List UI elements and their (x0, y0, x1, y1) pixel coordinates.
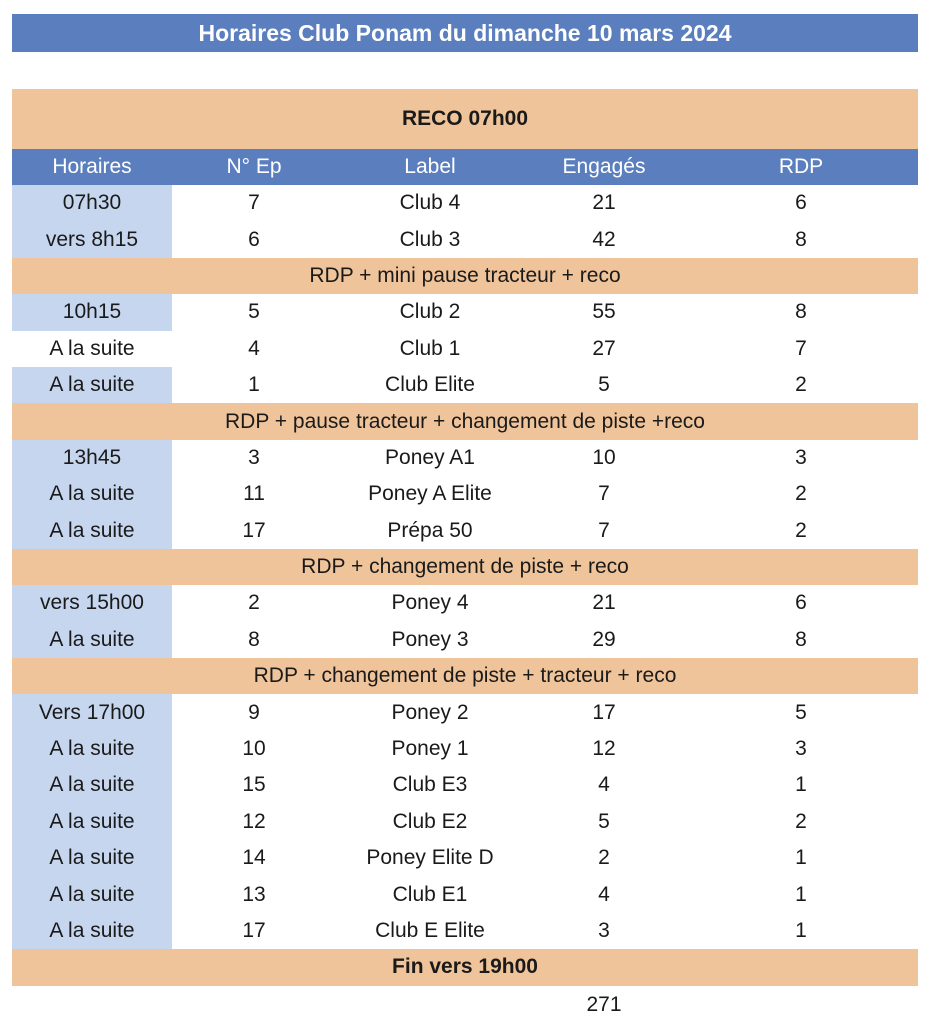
table-row (12, 767, 918, 803)
label-cell: Poney 2 (391, 700, 469, 724)
ep-cell: 17 (242, 518, 266, 542)
label-cell: Club 4 (399, 191, 461, 215)
break-row: RDP + changement de piste + reco (12, 549, 918, 585)
engages-cell: 21 (592, 191, 616, 215)
ep-cell: 9 (248, 700, 260, 724)
ep-cell: 1 (248, 373, 260, 397)
label-cell: Poney A1 (385, 445, 475, 469)
time-cell: A la suite (12, 767, 172, 803)
engages-cell: 3 (598, 919, 610, 942)
rdp-cell: 1 (795, 919, 807, 942)
label-cell: Poney 1 (391, 737, 469, 761)
label-cell: Club 3 (399, 227, 461, 251)
rdp-cell: 1 (795, 773, 807, 797)
table-row (12, 694, 918, 730)
engages-cell: 27 (592, 336, 616, 360)
header-ep: N° Ep (226, 155, 282, 178)
engages-cell: 29 (592, 627, 616, 651)
rdp-cell: 1 (795, 846, 807, 870)
rdp-cell: 6 (795, 591, 807, 615)
time-cell: A la suite (12, 513, 172, 549)
rdp-cell: 8 (795, 627, 807, 651)
label-cell: Club Elite (385, 373, 475, 397)
ep-cell: 14 (242, 846, 266, 870)
engages-cell: 55 (592, 300, 616, 324)
header-horaires: Horaires (52, 155, 132, 178)
break-row: RDP + pause tracteur + changement de piste +reco (12, 403, 918, 439)
ep-cell: 7 (248, 191, 260, 215)
label-cell: Poney Elite D (366, 846, 494, 870)
end-row: Fin vers 19h00 (12, 949, 918, 985)
ep-cell: 10 (242, 737, 266, 761)
table-row (12, 585, 918, 621)
engages-cell: 7 (598, 482, 610, 506)
header-engages: Engagés (562, 155, 646, 178)
time-cell: vers 15h00 (12, 585, 172, 621)
label-cell: Club E2 (392, 809, 468, 833)
engages-cell: 4 (598, 773, 610, 797)
table-row (12, 513, 918, 549)
rdp-cell: 1 (795, 882, 807, 906)
time-cell: vers 8h15 (12, 221, 172, 257)
engages-cell: 12 (592, 737, 616, 761)
time-cell: A la suite (12, 876, 172, 912)
time-cell: A la suite (12, 476, 172, 512)
table-row (12, 476, 918, 512)
table-row (12, 185, 918, 221)
time-cell: A la suite (49, 336, 135, 360)
table-header (12, 149, 918, 185)
label-cell: Poney 3 (391, 627, 469, 651)
rdp-cell: 2 (795, 809, 807, 833)
table-row (12, 294, 918, 330)
table-row (12, 731, 918, 767)
label-cell: Club E Elite (375, 919, 485, 942)
rdp-cell: 8 (795, 227, 807, 251)
time-cell: 10h15 (12, 294, 172, 330)
table-row (12, 622, 918, 658)
table-body (12, 185, 918, 949)
ep-cell: 5 (248, 300, 260, 324)
engages-cell: 2 (598, 846, 610, 870)
break-row: RDP + mini pause tracteur + reco (12, 258, 918, 294)
label-cell: Club E1 (392, 882, 468, 906)
table-row (12, 331, 918, 367)
engages-cell: 5 (598, 373, 610, 397)
reco-row: RECO 07h00 (12, 89, 918, 149)
rdp-cell: 5 (795, 700, 807, 724)
time-cell: 13h45 (12, 440, 172, 476)
engages-cell: 4 (598, 882, 610, 906)
table-row (12, 840, 918, 876)
ep-cell: 6 (248, 227, 260, 251)
rdp-cell: 2 (795, 482, 807, 506)
table-row (12, 804, 918, 840)
label-cell: Club E3 (392, 773, 468, 797)
ep-cell: 8 (248, 627, 260, 651)
ep-cell: 4 (248, 336, 260, 360)
table-row (12, 913, 918, 949)
label-cell: Poney A Elite (368, 482, 492, 506)
table-row (12, 876, 918, 912)
ep-cell: 3 (248, 445, 260, 469)
engages-cell: 42 (592, 227, 616, 251)
ep-cell: 12 (242, 809, 266, 833)
time-cell: A la suite (12, 731, 172, 767)
ep-cell: 2 (248, 591, 260, 615)
rdp-cell: 2 (795, 373, 807, 397)
engages-cell: 17 (592, 700, 616, 724)
header-rdp: RDP (778, 155, 824, 178)
ep-cell: 17 (242, 919, 266, 942)
page-title: Horaires Club Ponam du dimanche 10 mars 2024 (12, 14, 918, 52)
engages-cell: 7 (598, 518, 610, 542)
rdp-cell: 6 (795, 191, 807, 215)
time-cell: A la suite (12, 913, 172, 949)
header-label: Label (404, 155, 456, 178)
rdp-cell: 2 (795, 518, 807, 542)
rdp-cell: 7 (795, 336, 807, 360)
schedule-table (12, 89, 918, 986)
time-cell: A la suite (12, 804, 172, 840)
time-cell: 07h30 (12, 185, 172, 221)
ep-cell: 15 (242, 773, 266, 797)
label-cell: Club 1 (399, 336, 461, 360)
label-cell: Prépa 50 (387, 518, 473, 542)
label-cell: Poney 4 (391, 591, 469, 615)
rdp-cell: 3 (795, 445, 807, 469)
time-cell: A la suite (12, 840, 172, 876)
table-row (12, 440, 918, 476)
engages-cell: 5 (598, 809, 610, 833)
break-row: RDP + changement de piste + tracteur + reco (12, 658, 918, 694)
total-engages: 271 (586, 993, 622, 1016)
engages-cell: 21 (592, 591, 616, 615)
engages-cell: 10 (592, 445, 616, 469)
rdp-cell: 8 (795, 300, 807, 324)
table-row (12, 221, 918, 257)
time-cell: A la suite (12, 622, 172, 658)
time-cell: Vers 17h00 (12, 694, 172, 730)
time-cell: A la suite (12, 367, 172, 403)
ep-cell: 11 (243, 482, 265, 506)
rdp-cell: 3 (795, 737, 807, 761)
label-cell: Club 2 (399, 300, 461, 324)
table-row (12, 367, 918, 403)
ep-cell: 13 (242, 882, 266, 906)
